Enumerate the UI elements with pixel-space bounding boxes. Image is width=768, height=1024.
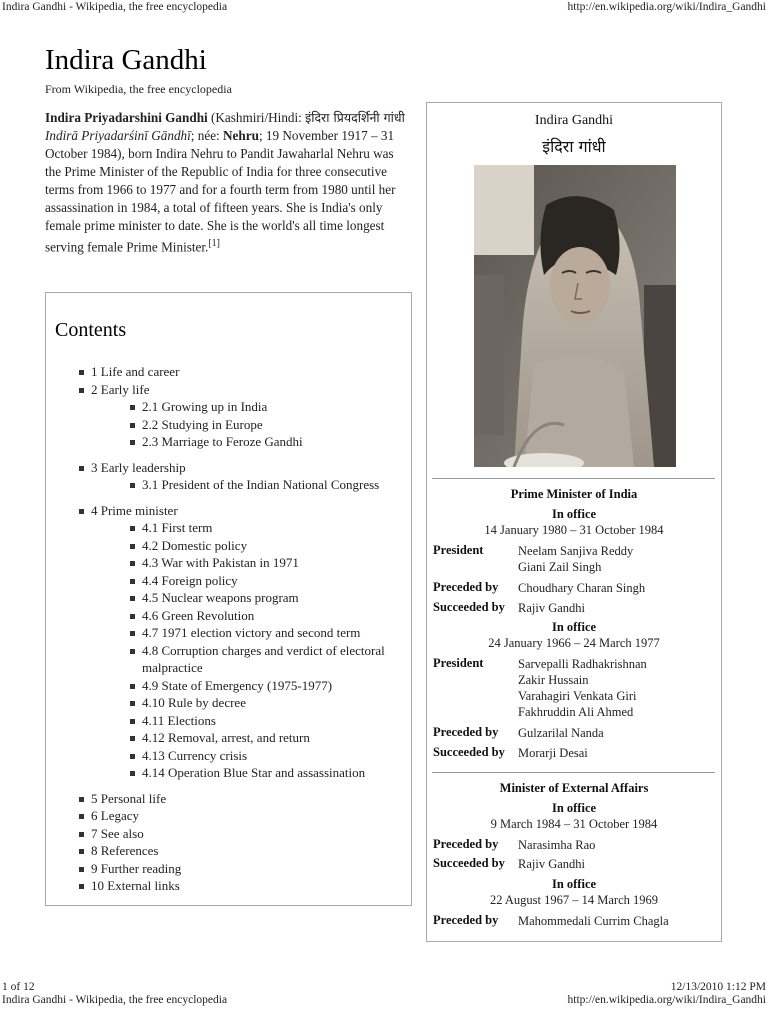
term-dates: 9 March 1984 – 31 October 1984	[490, 817, 658, 831]
toc-subitem[interactable]: 4.7 1971 election victory and second term	[129, 624, 408, 642]
toc-item-label[interactable]: 6 Legacy	[91, 808, 140, 823]
toc-subitem[interactable]: 4.6 Green Revolution	[129, 607, 408, 625]
president-link[interactable]: Giani Zail Singh	[518, 560, 602, 574]
toc-list	[78, 363, 408, 895]
in-office-label: In office	[551, 620, 597, 634]
preceded-by-label: Preceded by	[433, 580, 499, 594]
toc-item[interactable]	[78, 502, 408, 782]
toc-subitem[interactable]: 3.1 President of the Indian National Congress	[129, 476, 408, 494]
toc-item-label[interactable]: 1 Life and career	[91, 364, 180, 379]
president-link[interactable]: Sarvepalli Radhakrishnan	[518, 657, 647, 671]
preceded-by-label: Preceded by	[433, 913, 499, 927]
succeeded-by-link[interactable]: Rajiv Gandhi	[518, 857, 586, 871]
toc-item[interactable]	[78, 842, 408, 860]
print-footer-url: http://en.wikipedia.org/wiki/Indira_Gandhi	[567, 994, 766, 1006]
toc-subitem[interactable]: 4.3 War with Pakistan in 1971	[129, 554, 408, 572]
toc-subitem[interactable]: 4.2 Domestic policy	[129, 537, 408, 555]
toc-sublist	[129, 519, 408, 782]
section-divider	[432, 772, 715, 773]
toc-subitem[interactable]: 4.12 Removal, arrest, and return	[129, 729, 408, 747]
toc-item[interactable]	[78, 363, 408, 381]
toc-sublist	[129, 476, 408, 494]
president-link[interactable]: Fakhruddin Ali Ahmed	[518, 705, 634, 719]
toc-subitem[interactable]: 4.1 First term	[129, 519, 408, 537]
succeeded-by-label: Succeeded by	[433, 745, 505, 759]
print-footer-title: Indira Gandhi - Wikipedia, the free encyclopedia	[2, 994, 228, 1006]
toc-item-label[interactable]: 7 See also	[91, 825, 144, 841]
reference-link[interactable]: [1]	[208, 238, 221, 249]
toc-item-label[interactable]: 2 Early life	[91, 381, 150, 397]
toc-item[interactable]	[78, 825, 408, 843]
lead-language: (Kashmiri/Hindi:	[207, 110, 306, 125]
toc-item[interactable]	[78, 459, 408, 494]
toc-subitem[interactable]: 4.4 Foreign policy	[129, 572, 408, 590]
print-datetime: 12/13/2010 1:12 PM	[670, 981, 766, 993]
president-link[interactable]: Zakir Hussain	[518, 673, 589, 687]
term-dates: 24 January 1966 – 24 March 1977	[488, 636, 660, 650]
in-office-label: In office	[551, 801, 597, 815]
table-of-contents	[45, 292, 412, 906]
in-office-label: In office	[551, 877, 597, 891]
toc-subitem[interactable]: 4.8 Corruption charges and verdict of electoral malpractice	[129, 642, 408, 677]
preceded-by-link[interactable]: Mahommedali Currim Chagla	[518, 914, 669, 928]
portrait-image	[474, 165, 676, 467]
toc-item-label[interactable]: 4 Prime minister	[91, 502, 178, 518]
toc-item-label[interactable]: 8 References	[91, 843, 159, 858]
toc-sublist	[129, 398, 408, 451]
infobox-native-name: इंदिरा गांधी	[542, 137, 606, 156]
president-link[interactable]: Varahagiri Venkata Giri	[518, 689, 637, 703]
toc-subitem[interactable]: 4.5 Nuclear weapons program	[129, 589, 408, 607]
toc-heading: Contents	[55, 319, 127, 341]
lead-paragraph	[45, 109, 410, 256]
section-divider	[432, 478, 715, 479]
toc-subitem[interactable]: 2.1 Growing up in India	[129, 398, 408, 416]
toc-item-label[interactable]: 5 Personal life	[91, 790, 167, 806]
toc-item[interactable]	[78, 860, 408, 878]
page-number: 1 of 12	[2, 981, 35, 993]
toc-subitem[interactable]: 2.3 Marriage to Feroze Gandhi	[129, 433, 408, 451]
in-office-label: In office	[551, 507, 597, 521]
toc-item[interactable]	[78, 877, 408, 895]
toc-subitem[interactable]: 4.11 Elections	[129, 712, 408, 730]
lead-native-name: इंदिरा प्रियदर्शिनी गांधी	[305, 110, 405, 125]
succeeded-by-label: Succeeded by	[433, 600, 505, 614]
term-dates: 14 January 1980 – 31 October 1984	[484, 523, 664, 537]
toc-subitem[interactable]: 2.2 Studying in Europe	[129, 416, 408, 434]
toc-subitem[interactable]: 4.14 Operation Blue Star and assassination	[129, 764, 408, 782]
print-header-url: http://en.wikipedia.org/wiki/Indira_Gandhi	[567, 1, 766, 13]
president-value	[518, 543, 633, 575]
toc-subitem[interactable]: 4.10 Rule by decree	[129, 694, 408, 712]
print-footer	[0, 980, 768, 1010]
succeeded-by-link[interactable]: Morarji Desai	[518, 746, 588, 760]
toc-subitem[interactable]: 4.9 State of Emergency (1975-1977)	[129, 677, 408, 695]
president-label: President	[433, 543, 484, 557]
lead-birth-surname: Nehru	[223, 128, 259, 143]
page-title: Indira Gandhi	[45, 44, 207, 76]
president-label: President	[433, 656, 484, 670]
preceded-by-label: Preceded by	[433, 837, 499, 851]
toc-item[interactable]	[78, 807, 408, 825]
president-link[interactable]: Neelam Sanjiva Reddy	[518, 544, 634, 558]
site-subtitle: From Wikipedia, the free encyclopedia	[45, 82, 232, 96]
infobox-section-pm[interactable]: Prime Minister of India	[510, 487, 638, 501]
preceded-by-link[interactable]: Choudhary Charan Singh	[518, 581, 646, 595]
toc-item-label[interactable]: 10 External links	[91, 878, 180, 893]
toc-item[interactable]	[78, 790, 408, 808]
lead-nee-label: ; née:	[190, 128, 224, 143]
toc-item-label[interactable]: 9 Further reading	[91, 860, 182, 876]
portrait-photo[interactable]	[474, 165, 676, 467]
toc-item-label[interactable]: 3 Early leadership	[91, 459, 186, 475]
toc-subitem[interactable]: 4.13 Currency crisis	[129, 747, 408, 765]
print-header	[0, 0, 768, 14]
preceded-by-label: Preceded by	[433, 725, 499, 739]
infobox-name: Indira Gandhi	[534, 113, 614, 128]
president-value	[518, 656, 647, 720]
preceded-by-link[interactable]: Gulzarilal Nanda	[518, 726, 604, 740]
print-header-title: Indira Gandhi - Wikipedia, the free encyclopedia	[2, 1, 228, 13]
lead-body: ; 19 November 1917 – 31 October 1984), born Indira Nehru to Pandit Jawaharlal Nehru was the Prime Minister of the Republic of India for three consecutive terms from 1966 to 1977 and for a fourth term from 1980 until her assassination in 1984, a total of fifteen years. She is India's only female prime minister to date. She is the world's all time longest serving female Prime Minister.	[45, 128, 396, 255]
infobox	[426, 102, 722, 942]
toc-item[interactable]	[78, 381, 408, 451]
succeeded-by-label: Succeeded by	[433, 856, 505, 870]
term-dates: 22 August 1967 – 14 March 1969	[489, 893, 659, 907]
succeeded-by-link[interactable]: Rajiv Gandhi	[518, 601, 586, 615]
infobox-section-mea[interactable]: Minister of External Affairs	[499, 781, 649, 795]
preceded-by-link[interactable]: Narasimha Rao	[518, 838, 596, 852]
lead-transliteration: Indirā Priyadarśinī Gāndhī	[45, 128, 191, 143]
lead-name: Indira Priyadarshini Gandhi	[45, 110, 208, 125]
